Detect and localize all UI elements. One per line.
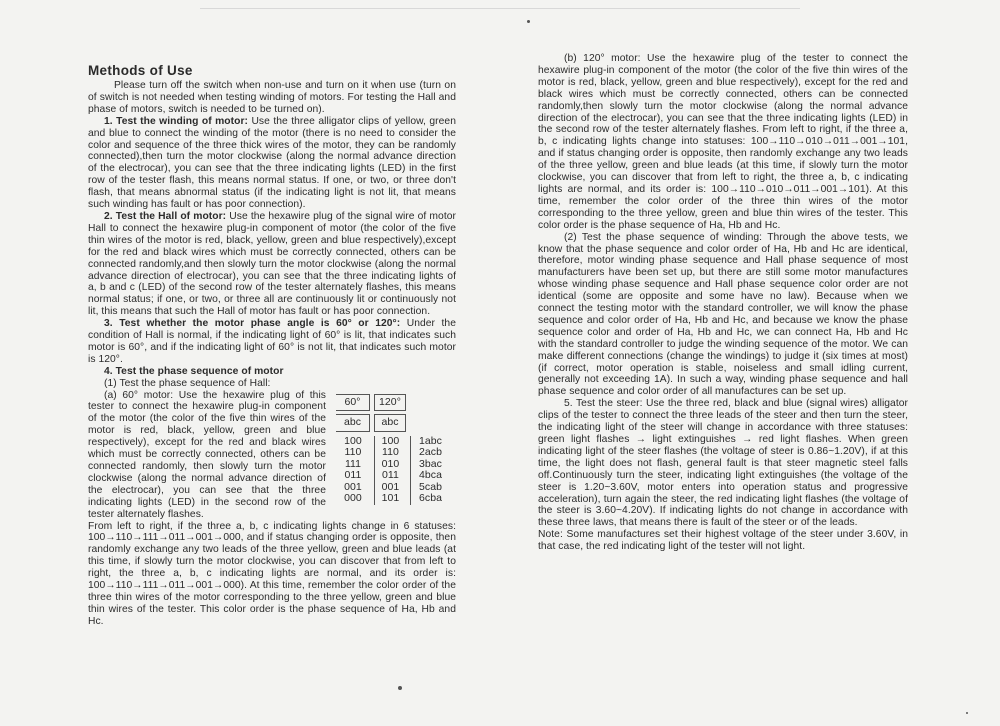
section-phase-angle-text: Under the condition of Hall is normal, if the indicating light of 60° is lit, that indicates such motor is 60°, and if the indicating light of 60° is not lit, that indicates such motor is 120°. [88,318,456,365]
table-cell: 111 [344,457,362,470]
table-cell: 4bca [419,469,442,482]
table-cell: 5cab [419,480,442,493]
scan-speck [527,20,530,23]
table-cell: 011 [344,469,362,482]
table-cell: 100 [344,434,362,447]
section-winding-text: Use the three alligator clips of yellow, green and blue to connect the winding of the motor (there is no need to consider the color and sequence of the three thick wires of the motor, they can be randomly connected),then turn the motor clockwise (along the normal advance direction of the electrocar), you can see that the three indicating lights (LED) in the first row of the tester flash, this means normal status. If one, or two, or three don't flash, that means abnormal status (if the indicating light is not lit, that means such winding has fault or has poor connection). [88,115,456,211]
table-cell: 001 [344,480,362,493]
table-cell: 010 [381,457,400,470]
intro-paragraph: Please turn off the switch when non-use and turn on it when use (turn on of switch is not needed when testing winding of motors. For testing the Hall and phase of motors, switch is needed to be turned on). [88,80,456,115]
table-cell: 000 [344,492,362,505]
section-phase-angle [88,318,456,366]
table-header-120: 120° [374,394,406,412]
subsection-60-motor-continued: From left to right, if the three a, b, c indicating lights change in 6 statuses: 100→110→111→011→001→000, and if status changing order is opposite, then randomly exchange any two leads of the three yellow, green and blue leads (at this time, if slowly turn the motor clockwise, you can discover that from left to right, the three a, b, c indicating lights are normal, and its order is: 100→110→111→011→001→000). At this time, remember the color order of the three thin wires of the motor corresponding to the three yellow, green and blue thin wires of the tester. This color order is the phase sequence of Ha, Hb and Hc. [88,520,456,627]
subsection-hall-sequence: (1) Test the phase sequence of Hall: [104,377,271,389]
section-winding-heading: 1. Test the winding of motor: [104,115,248,127]
table-column-60 [336,436,370,505]
section-steer: 5. Test the steer: Use the three red, black and blue (signal wires) alligator clips of the tester to connect the three leads of the steer and then turn the steer, the indicating light of the steer will change in accordance with three statuses: green light flashes → light extinguishes → red light flashes. When green indicating light of the steer flashes (the voltage of steer is 0.86~1.20V), if at this time, the light does not flash, general fault is that steer magnetic steel falls off.Continuously turn the steer, indicating light extinguishes (the voltage of the steer is 1.20~3.60V, motor enters into operation status and progressive acceleration), turn again the steer, the red indicating light flashes (the voltage of the steer is 3.60~4.20V). If indicating lights do not change in accordance with these three laws, that means there is fault of the steer or of the leads. [538,398,908,529]
section-phase-sequence-heading: 4. Test the phase sequence of motor [104,365,284,377]
table-cell: 2acb [419,446,442,459]
top-edge-line [200,8,800,9]
table-cell: 110 [382,446,399,459]
steer-note: Note: Some manufactures set their highest voltage of the steer under 3.60V, in that case, the red indicating light of the tester will not light. [538,529,908,553]
right-column [538,53,908,553]
table-cell: 110 [344,446,362,459]
section-hall-text: Use the hexawire plug of the signal wire of motor Hall to connect the hexawire plug-in component of motor (the color of the five thin wires of the motor is red, black, yellow, green and blue respectively),except for the red and black wires which must be correctly connected, others can be connected randomly,and then slowly turn the motor clockwise (along the normal advance direction of electrocar), you can see that the three indicating lights of a, b and c (LED) of the second row of the tester alternately flashes, this means normal status; if one, or two, or three all are continuously lit or continuously not lit, this means that such the Hall of motor has fault or has poor connection. [88,210,456,318]
section-winding [88,116,456,211]
subsection-winding-sequence: (2) Test the phase sequence of winding: Through the above tests, we know that the phase sequence and color order of Ha, Hb and Hc are identical, therefore, motor winding phase sequence and Hall phase sequence of most manufacturers have been set up, but there are still some motor manufactures whose winding phase sequence and Hall phase sequence color order are not identical (some are opposite and some have no law). Because when we connect the testing motor with the standard controller, we will know the phase sequence and color order of Ha, Hb and Hc, and because we know the phase sequence color and order of Ha, Hb and Hc, we can connect Ha, Hb and Hc with the standard controller to judge the winding sequence of the motor. We can make different connections (change the windings) to judge it (six times at most) (if correct, motor operation is stable, noiseless and small idling current, generally not exceeding 1A). In such a way, winding phase sequence and hall phase sequence and color order of all manufactures can be set up. [538,231,908,398]
table-cell: 011 [382,469,399,482]
section-phase-angle-heading: 3. Test whether the motor phase angle is 60° or 120°: [104,318,401,330]
table-cell: 101 [381,492,400,505]
table-column-120 [374,436,406,505]
table-cell: 6cba [419,492,442,505]
scan-speck [398,686,402,690]
subsection-60-motor: (a) 60° motor: Use the hexawire plug of this tester to connect the hexawire plug-in component of the motor (the color of the five thin wires of the motor is red, black, yellow, green and blue respectively), except for the red and black wires which must be correctly connected, others can be connected randomly, then slowly turn the motor clockwise (along the normal advance direction of the electrocar), you can see that the three indicating lights (LED) in the second row of the tester alternately flashes. [88,389,326,520]
page-title: Methods of Use [88,63,193,78]
table-body [336,436,456,505]
table-column-sequence [410,436,450,505]
table-subheader-row [336,414,456,432]
table-sub-abc-120: abc [374,414,406,432]
scan-speck [966,712,968,714]
table-cell: 1abc [419,434,442,447]
subsection-120-motor: (b) 120° motor: Use the hexawire plug of the tester to connect the hexawire plug-in component of the motor (the color of the five thin wires of the motor is red, black, yellow, green and blue respectively), except for the red and black wires which must be correctly connected, others can be connected randomly,then slowly turn the motor clockwise (along the normal advance direction of the electrocar), you can see that the three indicating lights (LED) in the second row of the tester alternately flashes. From left to right, if the three a, b, c indicating lights change into statuses: 100→110→010→011→001→101, and if status changing order is opposite, then randomly exchange any two leads of the three yellow, green and blue leads (at this time, if slowly turn the motor clockwise, you can discover that from left to right, the three a, b, c indicating lights are normal, and its order is: 100→110→010→011→001→101). At this time, remember the color order of the three thin wires of the motor corresponding to the three yellow, green and blue thin wires of the tester. This color order is the phase sequence of Ha, Hb and Hc. [538,53,908,231]
table-sub-abc-60: abc [336,414,370,432]
table-cell: 100 [381,434,400,447]
section-hall [88,211,456,318]
table-cell: 3bac [419,457,442,470]
table-header-row [336,394,456,412]
table-header-60: 60° [336,394,370,412]
left-column [88,64,456,628]
phase-sequence-table [336,394,456,505]
table-cell: 001 [381,480,400,493]
section-hall-heading: 2. Test the Hall of motor: [104,210,227,222]
